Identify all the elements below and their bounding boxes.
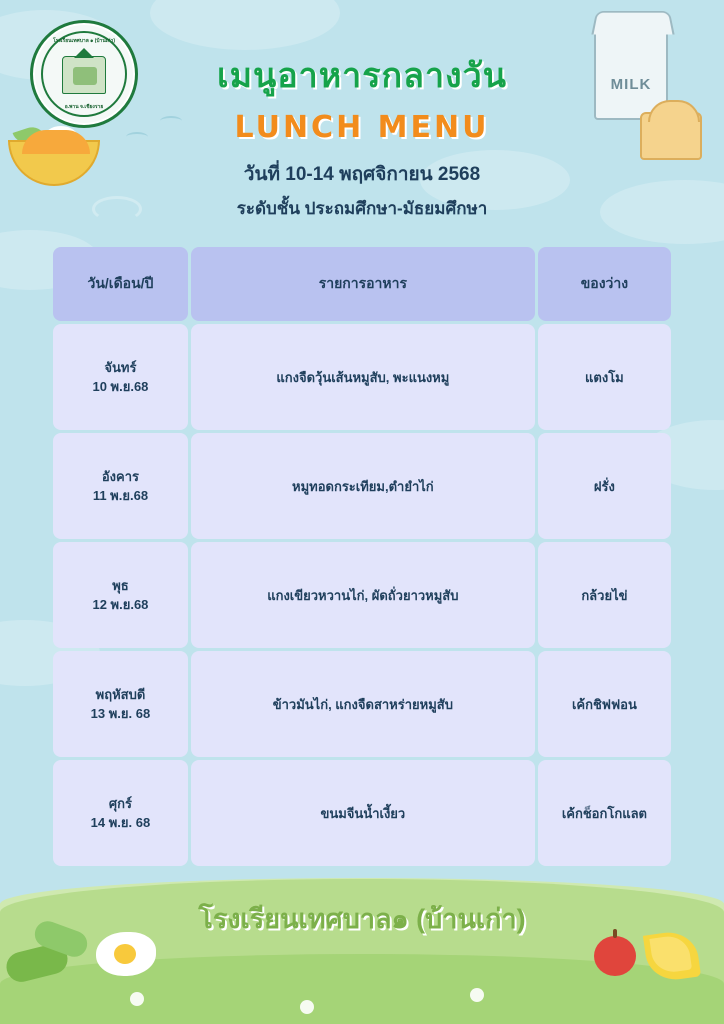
date-value: 13 พ.ย. 68 — [90, 706, 151, 721]
cell-menu: แกงจืดวุ้นเส้นหมูสับ, พะแนงหมู — [191, 324, 535, 430]
cell-snack: เค้กช็อกโกแลต — [538, 760, 671, 866]
menu-table-head — [53, 247, 671, 321]
flower-icon — [130, 992, 144, 1006]
apple-icon — [594, 936, 636, 976]
cell-snack: แตงโม — [538, 324, 671, 430]
cell-menu: ข้าวมันไก่, แกงจืดสาหร่ายหมูสับ — [191, 651, 535, 757]
column-header-snack: ของว่าง — [538, 247, 671, 321]
table-row — [53, 651, 671, 757]
cell-date — [53, 324, 188, 430]
day-name: อังคาร — [101, 468, 140, 484]
column-header-date: วัน/เดือน/ปี — [53, 247, 188, 321]
cell-snack: เค้กชิฟฟอน — [538, 651, 671, 757]
date-value: 10 พ.ย.68 — [92, 379, 149, 394]
table-row — [53, 324, 671, 430]
table-row — [53, 433, 671, 539]
menu-table — [50, 244, 674, 869]
header-titles — [0, 48, 724, 222]
column-header-menu: รายการอาหาร — [191, 247, 535, 321]
cell-date — [53, 651, 188, 757]
table-header-row — [53, 247, 671, 321]
table-row — [53, 542, 671, 648]
page-title-english: LUNCH MENU — [234, 110, 490, 145]
school-logo-bottom-text: อ.พาน จ.เชียงราย — [64, 104, 104, 110]
day-name: พฤหัสบดี — [95, 686, 146, 702]
cell-date — [53, 433, 188, 539]
flower-icon — [300, 1000, 314, 1014]
date-value: 12 พ.ย.68 — [92, 597, 149, 612]
school-logo-top-text: โรงเรียนเทศบาล ๑ (บ้านเก่า) — [52, 38, 115, 44]
cell-date — [53, 760, 188, 866]
cell-menu: หมูทอดกระเทียม,ตำยำไก่ — [191, 433, 535, 539]
cell-date — [53, 542, 188, 648]
table-row — [53, 760, 671, 866]
milk-label: MILK — [610, 76, 652, 93]
page-title-thai: เมนูอาหารกลางวัน — [216, 57, 507, 95]
cell-menu: ขนมจีนน้ำเงี้ยว — [191, 760, 535, 866]
grade-level-text: ระดับชั้น ประถมศึกษา-มัธยมศึกษา — [236, 199, 488, 218]
menu-table-body — [53, 324, 671, 866]
day-name: พุธ — [112, 577, 129, 593]
school-name-footer: โรงเรียนเทศบาล๑ (บ้านเก่า) — [198, 904, 526, 934]
date-value: 14 พ.ย. 68 — [90, 815, 151, 830]
cell-snack: ฝรั่ง — [538, 433, 671, 539]
date-value: 11 พ.ย.68 — [92, 488, 149, 503]
day-name: ศุกร์ — [108, 795, 132, 811]
cell-snack: กล้วยไข่ — [538, 542, 671, 648]
flower-icon — [470, 988, 484, 1002]
cloud-decoration — [150, 0, 340, 50]
cell-menu: แกงเขียวหวานไก่, ผัดถั่วยาวหมูสับ — [191, 542, 535, 648]
date-range-text: วันที่ 10-14 พฤศจิกายน 2568 — [243, 164, 481, 185]
day-name: จันทร์ — [104, 359, 137, 375]
